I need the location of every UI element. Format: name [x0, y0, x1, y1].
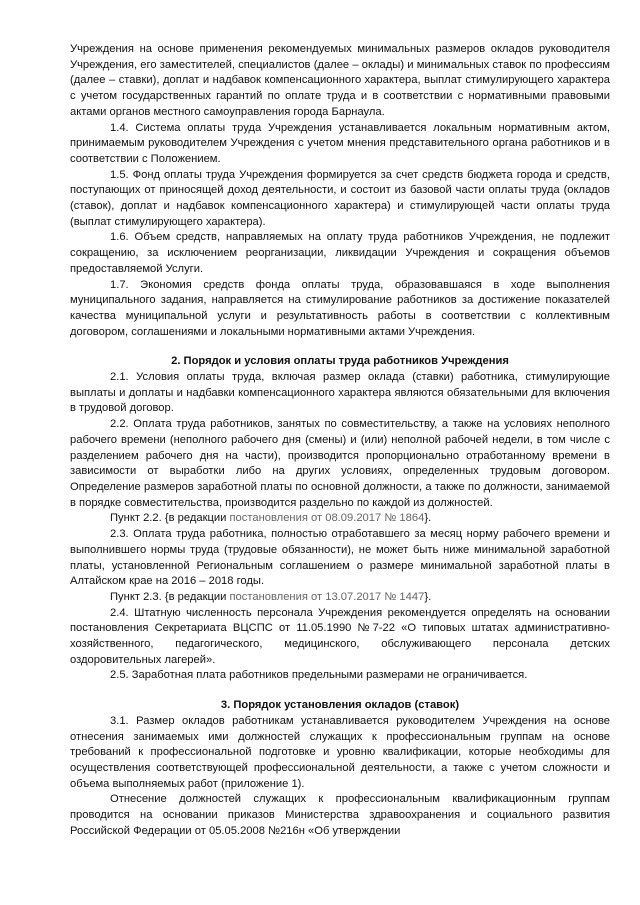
amendment-note-2	[70, 590, 610, 606]
amendment-reference-link[interactable]: постановления от 08.09.2017 № 1864	[229, 512, 425, 525]
paragraph-9: 2.4. Штатную численность персонала Учреждения рекомендуется определять на основании постановления Секретариата ВЦСПС от 11.05.1990 №7-22 «О типовых штатах административно-хозяйственного, педагогического, медицинского, обслуживающего персонала детских оздоровительных лагерей».	[70, 606, 610, 666]
section-heading-1: 2. Порядок и условия оплаты труда работников Учреждения	[171, 355, 509, 368]
paragraph-12: Отнесение должностей служащих к профессиональным квалификационным группам проводится на основании приказов Министерства здравоохранения и социального развития Российской Федерации от 05.05.2008 №216н «Об утверждении	[70, 793, 610, 837]
document-page	[70, 42, 610, 839]
amendment-reference-link[interactable]: постановления от 13.07.2017 № 1447	[229, 590, 425, 603]
amendment-note-suffix: }.	[424, 590, 432, 603]
section-heading-2: 3. Порядок установления окладов (ставок)	[220, 699, 460, 712]
paragraph-4: 1.6. Объем средств, направляемых на оплату труда работников Учреждения, не подлежит сокращению, за исключением реорганизации, ликвидации Учреждения и сокращения объемов предоставляемой Услуги.	[70, 231, 610, 275]
paragraph-3: 1.5. Фонд оплаты труда Учреждения формируется за счет средств бюджета города и средств, поступающих от приносящей доход деятельности, и состоит из базовой части оплаты труда (окладов (ставок), доплат и надбавок компенсационного характера) и стимулирующей части оплаты труда (выплат стимулирующего характера).	[70, 168, 610, 228]
amendment-note-1	[70, 511, 610, 527]
amendment-note-prefix: Пункт 2.3. {в редакции	[110, 590, 230, 603]
amendment-note-suffix: }.	[424, 512, 432, 525]
paragraph-11: 3.1. Размер окладов работникам устанавливается руководителем Учреждения на основе отнесения занимаемых ими должностей служащих к профессиональным группам на основе требований к профессиональной подготовке и уровню квалификации, которые необходимы для осуществления соответствующей профессиональной деятельности, а также с учетом сложности и объема выполняемых работ (приложение 1).	[70, 714, 610, 790]
paragraph-1: Учреждения на основе применения рекомендуемых минимальных размеров окладов руководителя Учреждения, его заместителей, специалистов (далее – оклады) и минимальных ставок по профессиям (далее – ставки), доплат и надбавок компенсационного характера, выплат стимулирующего характера с учетом государственных гарантий по оплате труда и в соответствии с нормативными правовыми актами органов местного самоуправления города Барнаула.	[70, 43, 610, 118]
paragraph-10: 2.5. Заработная плата работников предельными размерами не ограничивается.	[110, 669, 528, 682]
amendment-note-prefix: Пункт 2.2. {в редакции	[110, 512, 230, 525]
paragraph-5: 1.7. Экономия средств фонда оплаты труда, образовавшаяся в ходе выполнения муниципального задания, направляется на стимулирование работников за достижение показателей качества муниципальной услуги и результативность работы в соответствии с коллективным договором, соглашениями и локальными нормативными актами Учреждения.	[70, 278, 610, 338]
paragraph-8: 2.3. Оплата труда работника, полностью отработавшего за месяц норму рабочего времени и выполнившего нормы труда (трудовые обязанности), не может быть ниже минимальной заработной платы, установленной Региональным соглашением о размере минимальной заработной платы в Алтайском крае на 2016 – 2018 годы.	[70, 528, 610, 588]
paragraph-7: 2.2. Оплата труда работников, занятых по совместительству, а также на условиях неполного рабочего времени (неполного рабочего дня (смены) и (или) неполной рабочей недели, в том числе с разделением рабочего дня на части), производится пропорционально отработанному времени в зависимости от выработки либо на других условиях, определенных трудовым договором. Определение размеров заработной платы по основной должности, а также по должности, занимаемой в порядке совместительства, производится раздельно по каждой из должностей.	[70, 418, 610, 509]
paragraph-6: 2.1. Условия оплаты труда, включая размер оклада (ставки) работника, стимулирующие выплаты и доплаты и надбавки компенсационного характера являются обязательными для включения в трудовой договор.	[70, 371, 610, 415]
paragraph-2: 1.4. Система оплаты труда Учреждения устанавливается локальным нормативным актом, принимаемым руководителем Учреждения с учетом мнения представительного органа работников и в соответствии с Положением.	[70, 121, 610, 165]
